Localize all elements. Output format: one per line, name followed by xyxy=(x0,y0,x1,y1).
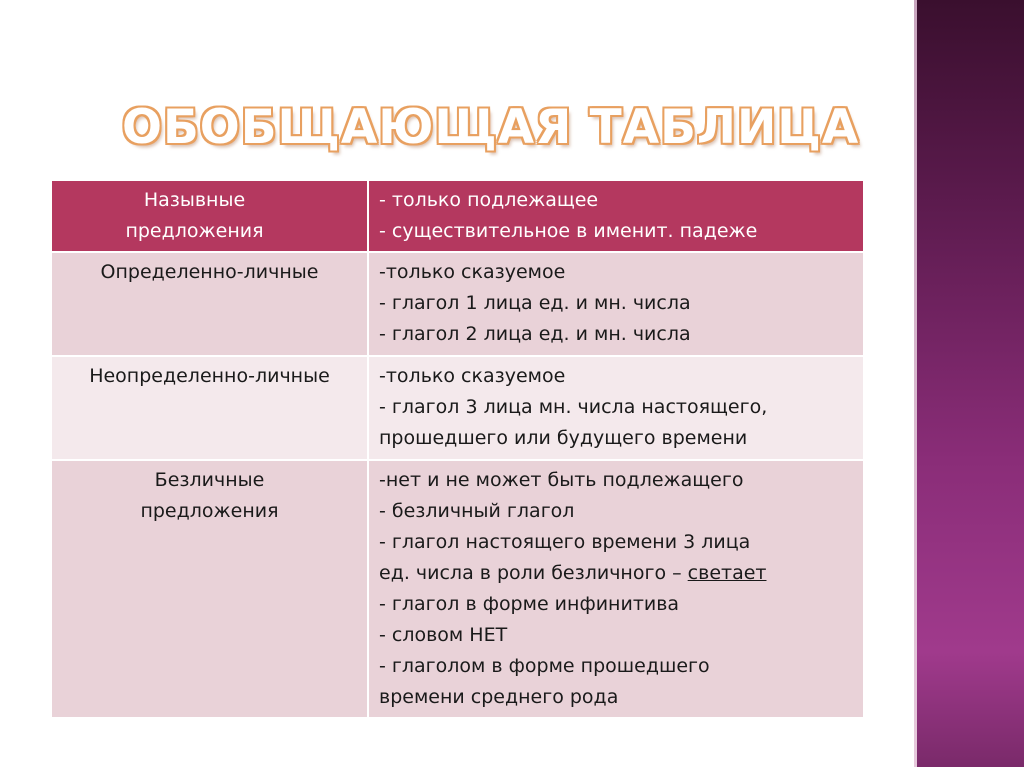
example-word: светает xyxy=(687,562,767,584)
row-type-label: Определенно-личные xyxy=(100,261,319,283)
row-type-cell xyxy=(51,252,368,356)
desc-line: времени среднего рода xyxy=(379,686,619,708)
desc-line: прошедшего или будущего времени xyxy=(379,427,748,449)
desc-line: - безличный глагол xyxy=(379,500,575,522)
decorative-side-band xyxy=(914,0,1024,767)
table-row xyxy=(51,356,864,460)
desc-line: - глагол 1 лица ед. и мн. числа xyxy=(379,292,691,314)
slide-title: ОБОБЩАЮЩАЯ ТАБЛИЦА xyxy=(122,100,860,155)
table-row xyxy=(51,460,864,718)
row-type-cell xyxy=(51,180,368,252)
desc-line: -нет и не может быть подлежащего xyxy=(379,469,744,491)
row-desc-cell xyxy=(368,460,864,718)
desc-line-text: ед. числа в роли безличного – xyxy=(379,562,688,584)
row-type-cell xyxy=(51,460,368,718)
desc-line: - словом НЕТ xyxy=(379,624,508,646)
row-type-label: Назывные предложения xyxy=(125,189,264,242)
summary-table xyxy=(50,179,865,719)
row-desc-cell xyxy=(368,356,864,460)
desc-line: - существительное в именит. падеже xyxy=(379,220,758,242)
desc-line: - глаголом в форме прошедшего xyxy=(379,655,710,677)
row-type-cell xyxy=(51,356,368,460)
desc-line: - только подлежащее xyxy=(379,189,599,211)
desc-line: -только сказуемое xyxy=(379,261,566,283)
row-type-label: Неопределенно-личные xyxy=(89,365,330,387)
table-row xyxy=(51,252,864,356)
desc-line: - глагол 2 лица ед. и мн. числа xyxy=(379,323,691,345)
row-type-label: Безличные предложения xyxy=(140,469,279,522)
row-desc-cell xyxy=(368,180,864,252)
desc-line: -только сказуемое xyxy=(379,365,566,387)
desc-line xyxy=(379,558,853,589)
row-desc-cell xyxy=(368,252,864,356)
table-row xyxy=(51,180,864,252)
desc-line: - глагол 3 лица мн. числа настоящего, xyxy=(379,396,768,418)
desc-line: - глагол в форме инфинитива xyxy=(379,593,680,615)
desc-line: - глагол настоящего времени 3 лица xyxy=(379,531,751,553)
